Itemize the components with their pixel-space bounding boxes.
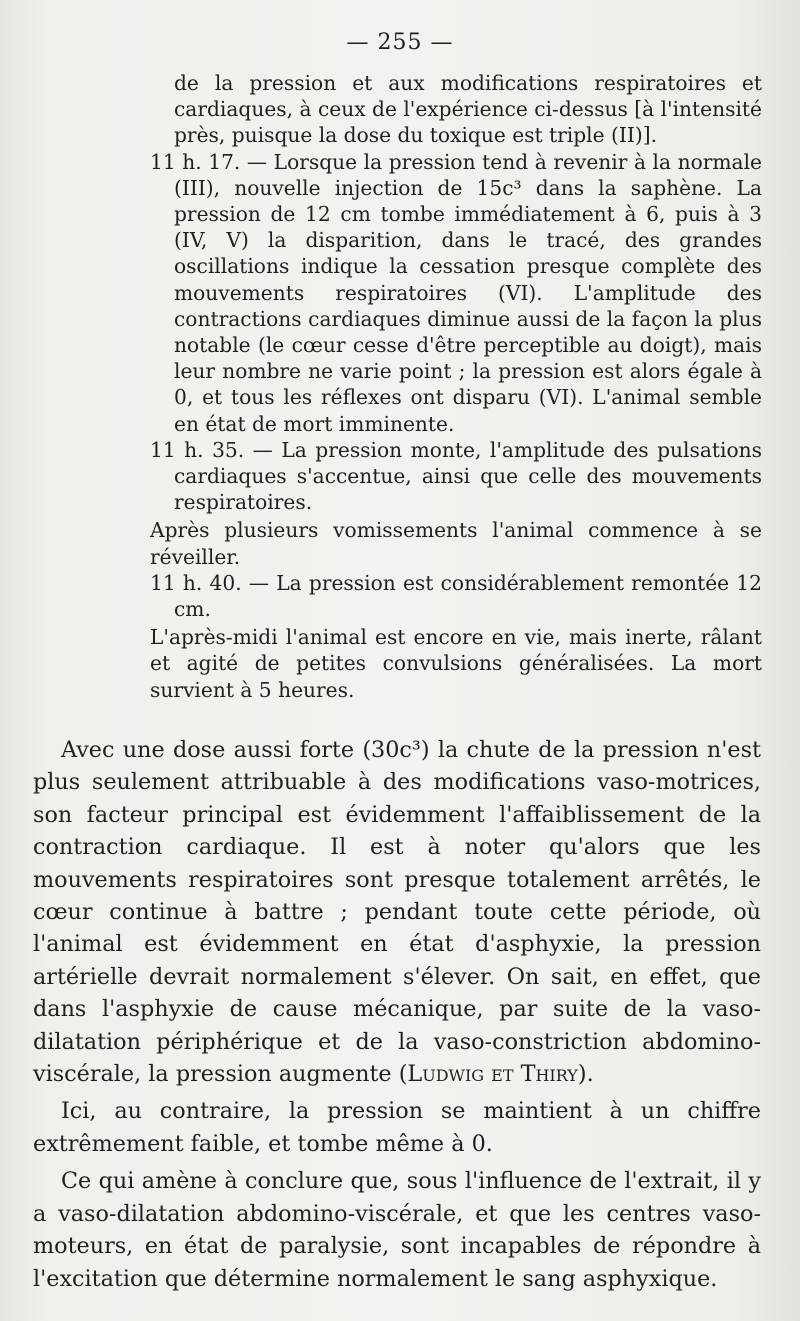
- paragraph: Ce qui amène à conclure que, sous l'influence de l'extrait, il y a vaso-dilatation abdomino-viscérale, et que les centres vaso-moteurs, en état de paralysie, sont incapables de répondre à l'excitation que détermine normalement le sang asphyxique.: [33, 1168, 761, 1292]
- paragraph-text: Avec une dose aussi forte (30c³) la chute de la pression n'est plus seulement attribuable à des modifications vaso-motrices, son facteur principal est évidemment l'affaiblissement de la contraction cardiaque. Il est à noter qu'alors que les mouvements respiratoires sont presque totalement arrêtés, le cœur continue à battre ; pendant toute cette période, où l'animal est évidemment en état d'asphyxie, la pression artérielle devrait normalement s'élever. On sait, en effet, que dans l'asphyxie de cause mécanique, par suite de la vaso-dilatation périphérique et de la vaso-constriction abdomino-viscérale, la pression augmente (: [33, 737, 761, 1088]
- paragraph: Ici, au contraire, la pression se maintient à un chiffre extrêmement faible, et tombe même à 0.: [33, 1098, 761, 1157]
- protocol-paragraph: de la pression et aux modifications respiratoires et cardiaques, à ceux de l'expérience ci-dessus [à l'intensité près, puisque la dose du toxique est triple (II)].: [174, 71, 762, 148]
- protocol-entry-11h17: 11 h. 17. — Lorsque la pression tend à revenir à la normale (III), nouvelle injection de 15c³ dans la saphène. La pression de 12 cm tombe immédiatement à 6, puis à 3 (IV, V) la disparition, dans le tracé, des grandes oscillations indique la cessation presque complète des mouvements respiratoires (VI). L'amplitude des contractions cardiaques diminue aussi de la façon la plus notable (le cœur cesse d'être perceptible au doigt), mais leur nombre ne varie point ; la pression est alors égale à 0, et tous les réflexes ont disparu (VI). L'animal semble en état de mort imminente.: [150, 149, 762, 436]
- page-number: — 255 —: [346, 30, 454, 55]
- paragraph: [33, 734, 761, 1090]
- main-text: [33, 734, 761, 1295]
- author-names: Ludwig et Thiry: [407, 1061, 578, 1088]
- protocol-note: Après plusieurs vomissements l'animal commence à se réveiller.: [150, 518, 762, 569]
- experiment-protocol: [150, 70, 762, 703]
- protocol-entry-11h35: 11 h. 35. — La pression monte, l'amplitude des pulsations cardiaques s'accentue, ainsi que celle des mouvements respiratoires.: [150, 437, 762, 515]
- paragraph-text-end: ).: [577, 1061, 594, 1088]
- protocol-note: L'après-midi l'animal est encore en vie, mais inerte, râlant et agité de petites convulsions généralisées. La mort survient à 5 heures.: [150, 625, 762, 702]
- protocol-entry-11h40: 11 h. 40. — La pression est considérablement remontée 12 cm.: [150, 570, 762, 622]
